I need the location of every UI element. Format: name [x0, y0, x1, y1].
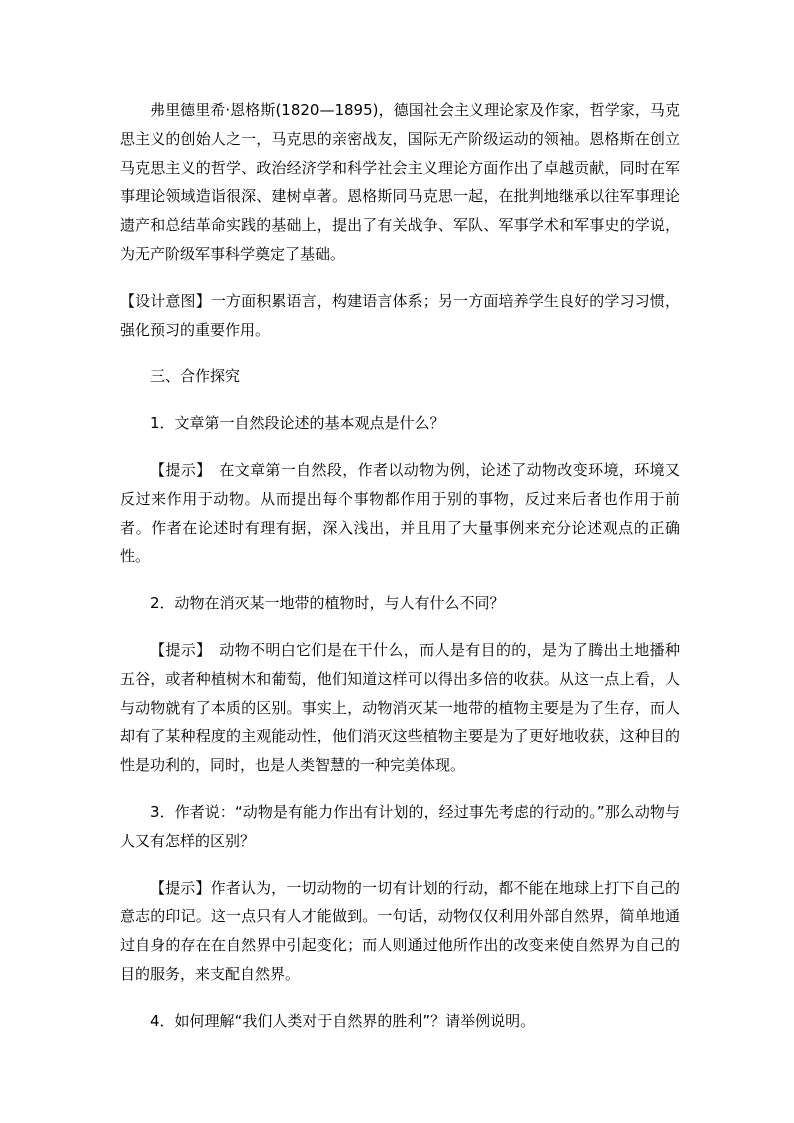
hint-1-text: 在文章第一自然段，作者以动物为例，论述了动物改变环境，环境又反过来作用于动物。从而提出每个事物都作用于别的事物，反过来后者也作用于前者。作者在论述时有理有据，深入浅出，并且用了大量事例来充分论述观点的正确性。	[120, 460, 680, 566]
hint-3	[120, 874, 680, 989]
intro-paragraph: 弗里德里希·恩格斯(1820—1895)，德国社会主义理论家及作家，哲学家，马克思主义的创始人之一，马克思的亲密战友，国际无产阶级运动的领袖。恩格斯在创立马克思主义的哲学、政治经济学和科学社会主义理论方面作出了卓越贡献，同时在军事理论领域造诣很深、建树卓著。恩格斯同马克思一起，在批判地继承以往军事理论遗产和总结革命实践的基础上，提出了有关战争、军队、军事学术和军事史的学说，为无产阶级军事科学奠定了基础。	[120, 101, 680, 263]
hint-2-label: 【提示】	[150, 640, 204, 659]
hint-1-label: 【提示】	[150, 460, 204, 479]
question-4: 4．如何理解“我们人类对于自然界的胜利”？请举例说明。	[150, 1011, 536, 1030]
document-page	[120, 96, 680, 1036]
question-2: 2．动物在消灭某一地带的植物时，与人有什么不同？	[150, 594, 505, 613]
hint-2	[120, 636, 680, 780]
hint-3-label: 【提示】	[150, 878, 211, 897]
hint-2-text: 动物不明白它们是在干什么，而人是有目的的，是为了腾出土地播种五谷，或者种植树木和葡萄，他们知道这样可以得出多倍的收获。从这一点上看，人与动物就有了本质的区别。事实上，动物消灭某一地带的植物主要是为了生存，而人却有了某种程度的主观能动性，他们消灭这些植物主要是为了更好地收获，这种目的性是功利的，同时，也是人类智慧的一种完美体现。	[120, 640, 680, 775]
section-heading: 三、合作探究	[150, 367, 241, 386]
question-3: 3．作者说：“动物是有能力作出有计划的，经过事先考虑的行动的。”那么动物与人又有怎样的区别？	[120, 802, 680, 850]
hint-1	[120, 456, 680, 571]
hint-3-text: 作者认为，一切动物的一切有计划的行动，都不能在地球上打下自己的意志的印记。这一点只有人才能做到。一句话，动物仅仅利用外部自然界，简单地通过自身的存在在自然界中引起变化；而人则通过他所作出的改变来使自然界为自己的目的服务，来支配自然界。	[120, 878, 680, 983]
question-1: 1．文章第一自然段论述的基本观点是什么？	[150, 414, 445, 433]
design-intent-paragraph	[120, 287, 680, 345]
design-intent-label: 【设计意图】	[120, 291, 211, 310]
design-intent-text: 一方面积累语言，构建语言体系；另一方面培养学生良好的学习习惯，强化预习的重要作用。	[120, 291, 680, 339]
